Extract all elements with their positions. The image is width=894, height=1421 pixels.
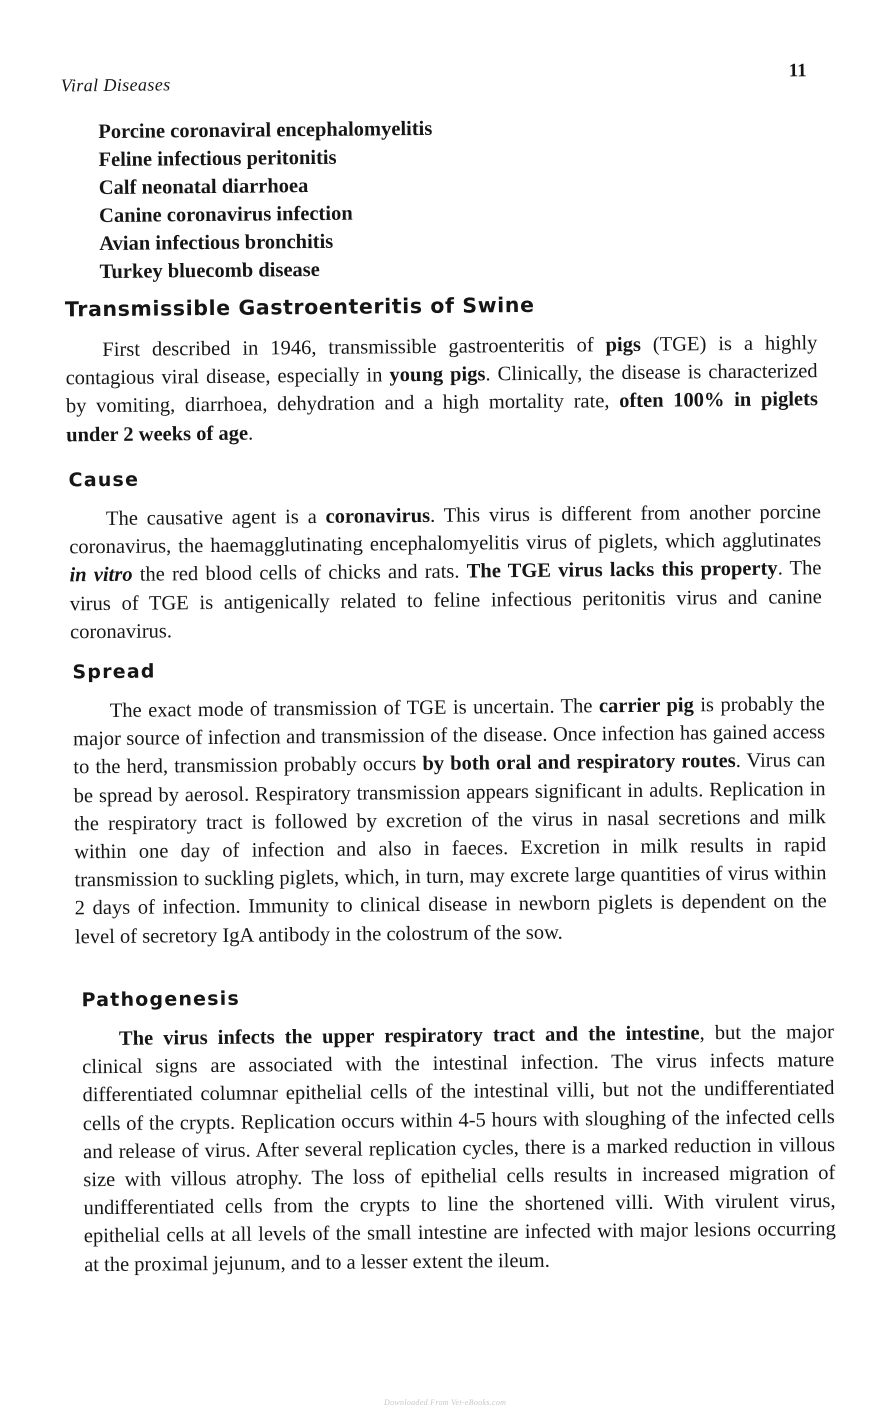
- cause-text: . This virus is different from another porcine coronavirus, the haemagglutinating encephalomyelitis virus of piglets, which agglutinates: [69, 501, 822, 559]
- spread-emphasis: carrier pig: [598, 694, 694, 718]
- cause-emphasis-italic: in vitro: [69, 564, 133, 587]
- pathogenesis-text: , but the major clinical signs are associated with the intestinal infection. The virus infects mature differentiated columnar epithelial cells of the intestinal villi, but not the undifferentiated cells of the crypts. Replication occurs within 4-5 hours with sloughing of the infected cells and release of virus. After several replication cycles, there is a marked reduction in villous size with villous atrophy. The loss of epithelial cells results in increased migration of undifferentiated cells from the crypts to line the shortened villi. With virulent virus, epithelial cells at all levels of the small intestine are infected with major lesions occurring at the proximal jejunum, and to a lesser extent the ileum.: [82, 1021, 836, 1276]
- pathogenesis-paragraph: [82, 1018, 836, 1279]
- section-title: Transmissible Gastroenteritis of Swine: [64, 292, 535, 322]
- disease-list-item: Porcine coronaviral encephalomyelitis: [98, 117, 433, 144]
- intro-emphasis: young pigs: [389, 363, 486, 387]
- disease-list-item: Turkey bluecomb disease: [99, 258, 320, 284]
- cause-emphasis: The TGE virus lacks this property: [466, 557, 778, 583]
- disease-list: [98, 115, 434, 286]
- spread-text: is probably the major source of infection and transmission of the disease. Once infection has gained access to the herd, transmission probably occurs: [72, 693, 826, 779]
- disease-list-item: Canine coronavirus infection: [98, 202, 353, 228]
- cause-text: . The virus of TGE is antigenically related to feline infectious peritonitis virus and canine coronavirus.: [69, 557, 822, 644]
- spread-text: The exact mode of transmission of TGE is uncertain. The: [109, 695, 600, 722]
- spread-heading: Spread: [72, 660, 156, 684]
- spread-paragraph: [73, 690, 827, 951]
- cause-text: The causative agent is a: [105, 505, 326, 531]
- running-head: Viral Diseases: [60, 74, 171, 96]
- intro-emphasis: pigs: [605, 333, 642, 357]
- intro-text: (TGE) is a highly contagious viral disease, especially in: [65, 332, 818, 390]
- intro-text: .: [247, 422, 254, 445]
- pathogenesis-emphasis: The virus infects the upper respiratory tract and the intestine: [118, 1022, 700, 1050]
- page-number: 11: [788, 60, 807, 82]
- download-watermark: Downloaded From Vet-eBooks.com: [384, 1398, 507, 1407]
- cause-emphasis: coronavirus: [325, 504, 431, 528]
- disease-list-item: Feline infectious peritonitis: [98, 146, 337, 172]
- disease-list-item: Calf neonatal diarrhoea: [98, 175, 309, 200]
- cause-text: the red blood cells of chicks and rats.: [132, 560, 467, 587]
- cause-paragraph: [69, 498, 822, 646]
- intro-paragraph: [65, 329, 818, 449]
- disease-list-item: Avian infectious bronchitis: [99, 230, 334, 256]
- cause-heading: Cause: [68, 468, 140, 492]
- intro-text: . Clinically, the disease is characterized by vomiting, diarrhoea, dehydration and a high mortality rate,: [65, 360, 818, 418]
- spread-emphasis: by both oral and respiratory routes: [422, 750, 736, 776]
- spread-text: . Virus can be spread by aerosol. Respiratory transmission appears significant in adults. Replication in the respiratory tract is followed by excretion of the virus in nasal secretions and milk within one day of infection and also in faeces. Excretion in milk results in rapid transmission to suckling piglets, which, in turn, may excrete large quantities of virus within 2 days of infection. Immunity to clinical disease in newborn piglets is dependent on the level of secretory IgA antibody in the colostrum of the sow.: [73, 749, 827, 948]
- intro-emphasis: often 100% in piglets under 2 weeks of age: [66, 388, 818, 446]
- intro-text: First described in 1946, transmissible gastroenteritis of: [102, 334, 606, 362]
- pathogenesis-heading: Pathogenesis: [81, 987, 241, 1012]
